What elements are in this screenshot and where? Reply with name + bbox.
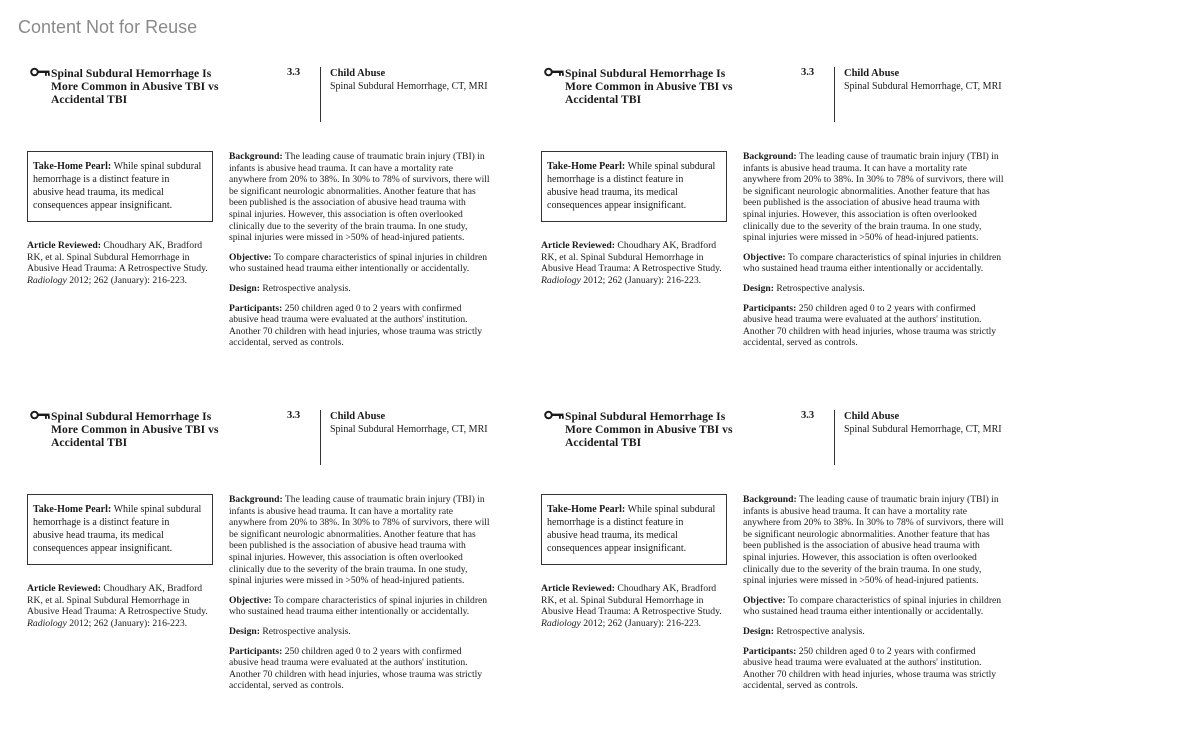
- objective-paragraph: [743, 595, 1005, 618]
- pearl-label: Take-Home Pearl:: [33, 161, 112, 172]
- article-journal: Radiology: [27, 274, 67, 286]
- design-text: Retrospective analysis.: [776, 282, 865, 294]
- objective-paragraph: [229, 252, 491, 275]
- article-reviewed: [541, 240, 727, 286]
- summary-card: [27, 67, 507, 377]
- article-journal: Radiology: [541, 274, 581, 286]
- article-citation: 2012; 262 (January): 216-223.: [69, 617, 188, 629]
- article-text: Choudhary AK, Bradford RK, et al. Spinal Subdural Hemorrhage in Abusive Head Trauma: A Retrospective Study.: [27, 583, 208, 618]
- design-label: Design:: [743, 625, 774, 637]
- section-number: 3.3: [287, 67, 301, 78]
- category-block: [844, 67, 1024, 93]
- divider: [834, 67, 835, 122]
- take-home-pearl-box: [541, 494, 727, 565]
- category-keywords: Spinal Subdural Hemorrhage, CT, MRI: [330, 424, 488, 435]
- key-icon: [30, 67, 50, 77]
- card-body: [229, 151, 491, 357]
- card-title-text: Spinal Subdural Hemorrhage Is More Common in Abusive TBI vs Accidental TBI: [565, 410, 733, 449]
- background-label: Background:: [229, 151, 283, 162]
- card-title: [30, 67, 235, 106]
- participants-label: Participants:: [229, 645, 283, 657]
- article-label: Article Reviewed:: [541, 240, 615, 251]
- pearl-text: While spinal subdural hemorrhage is a distinct feature in abusive head trauma, its medical consequences appear insignificant.: [33, 504, 202, 554]
- divider: [320, 410, 321, 465]
- background-paragraph: [743, 151, 1005, 244]
- take-home-pearl-box: [541, 151, 727, 222]
- article-text: Choudhary AK, Bradford RK, et al. Spinal Subdural Hemorrhage in Abusive Head Trauma: A Retrospective Study.: [27, 240, 208, 275]
- background-paragraph: [743, 494, 1005, 587]
- card-body: [229, 494, 491, 700]
- design-label: Design:: [743, 282, 774, 294]
- background-text: The leading cause of traumatic brain injury (TBI) in infants is abusive head trauma. It can have a mortality rate anywhere from 20% to 38%. In 30% to 78% of survivors, there will be significant neurologic abnormalities. Another feature that has been published is the association of abusive head trauma with spinal injuries. However, this association is often overlooked clinically due to the severity of the brain trauma. In one study, spinal injuries were missed in >50% of head-injured patients.: [743, 151, 1004, 244]
- design-label: Design:: [229, 625, 260, 637]
- objective-text: To compare characteristics of spinal injuries in children who sustained head trauma either intentionally or accidentally.: [229, 251, 488, 275]
- background-label: Background:: [229, 494, 283, 505]
- pearl-label: Take-Home Pearl:: [33, 504, 112, 515]
- participants-paragraph: [743, 303, 1005, 349]
- participants-paragraph: [229, 646, 491, 692]
- category-keywords: Spinal Subdural Hemorrhage, CT, MRI: [844, 424, 1002, 435]
- design-paragraph: [743, 626, 1005, 638]
- section-number: 3.3: [801, 410, 815, 421]
- objective-paragraph: [743, 252, 1005, 275]
- key-icon: [30, 410, 50, 420]
- participants-text: 250 children aged 0 to 2 years with confirmed abusive head trauma were evaluated at the authors' institution. Another 70 children with head injuries, whose trauma was strictly accidental, served as controls.: [743, 302, 997, 349]
- key-icon: [544, 67, 564, 77]
- category-title: Child Abuse: [844, 411, 900, 422]
- article-journal: Radiology: [541, 617, 581, 629]
- card-title-text: Spinal Subdural Hemorrhage Is More Common in Abusive TBI vs Accidental TBI: [51, 410, 219, 449]
- design-paragraph: [743, 283, 1005, 295]
- design-text: Retrospective analysis.: [262, 625, 351, 637]
- card-title-text: Spinal Subdural Hemorrhage Is More Common in Abusive TBI vs Accidental TBI: [565, 67, 733, 106]
- section-number: 3.3: [287, 410, 301, 421]
- summary-card: [541, 67, 1021, 377]
- article-text: Choudhary AK, Bradford RK, et al. Spinal Subdural Hemorrhage in Abusive Head Trauma: A Retrospective Study.: [541, 583, 722, 618]
- participants-text: 250 children aged 0 to 2 years with confirmed abusive head trauma were evaluated at the authors' institution. Another 70 children with head injuries, whose trauma was strictly accidental, served as controls.: [229, 302, 483, 349]
- card-title: [544, 410, 749, 449]
- category-block: [330, 67, 510, 93]
- background-paragraph: [229, 494, 491, 587]
- article-label: Article Reviewed:: [27, 583, 101, 594]
- article-reviewed: [541, 583, 727, 629]
- objective-text: To compare characteristics of spinal injuries in children who sustained head trauma either intentionally or accidentally.: [743, 594, 1002, 618]
- card-body: [743, 494, 1005, 700]
- pearl-text: While spinal subdural hemorrhage is a distinct feature in abusive head trauma, its medical consequences appear insignificant.: [547, 504, 716, 554]
- article-citation: 2012; 262 (January): 216-223.: [583, 274, 702, 286]
- article-journal: Radiology: [27, 617, 67, 629]
- participants-paragraph: [229, 303, 491, 349]
- category-block: [844, 410, 1024, 436]
- article-reviewed: [27, 240, 213, 286]
- background-label: Background:: [743, 151, 797, 162]
- category-title: Child Abuse: [844, 68, 900, 79]
- category-keywords: Spinal Subdural Hemorrhage, CT, MRI: [844, 81, 1002, 92]
- pearl-label: Take-Home Pearl:: [547, 161, 626, 172]
- participants-paragraph: [743, 646, 1005, 692]
- participants-text: 250 children aged 0 to 2 years with confirmed abusive head trauma were evaluated at the authors' institution. Another 70 children with head injuries, whose trauma was strictly accidental, served as controls.: [229, 645, 483, 692]
- article-text: Choudhary AK, Bradford RK, et al. Spinal Subdural Hemorrhage in Abusive Head Trauma: A Retrospective Study.: [541, 240, 722, 275]
- design-paragraph: [229, 626, 491, 638]
- participants-label: Participants:: [229, 302, 283, 314]
- design-label: Design:: [229, 282, 260, 294]
- objective-text: To compare characteristics of spinal injuries in children who sustained head trauma either intentionally or accidentally.: [229, 594, 488, 618]
- category-keywords: Spinal Subdural Hemorrhage, CT, MRI: [330, 81, 488, 92]
- objective-paragraph: [229, 595, 491, 618]
- pearl-text: While spinal subdural hemorrhage is a distinct feature in abusive head trauma, its medical consequences appear insignificant.: [33, 161, 202, 211]
- take-home-pearl-box: [27, 494, 213, 565]
- article-reviewed: [27, 583, 213, 629]
- article-label: Article Reviewed:: [541, 583, 615, 594]
- objective-label: Objective:: [743, 251, 786, 263]
- take-home-pearl-box: [27, 151, 213, 222]
- design-paragraph: [229, 283, 491, 295]
- objective-text: To compare characteristics of spinal injuries in children who sustained head trauma either intentionally or accidentally.: [743, 251, 1002, 275]
- section-number: 3.3: [801, 67, 815, 78]
- divider: [320, 67, 321, 122]
- background-text: The leading cause of traumatic brain injury (TBI) in infants is abusive head trauma. It can have a mortality rate anywhere from 20% to 38%. In 30% to 78% of survivors, there will be significant neurologic abnormalities. Another feature that has been published is the association of abusive head trauma with spinal injuries. However, this association is often overlooked clinically due to the severity of the brain trauma. In one study, spinal injuries were missed in >50% of head-injured patients.: [743, 494, 1004, 587]
- participants-label: Participants:: [743, 645, 797, 657]
- summary-card: [541, 410, 1021, 720]
- article-citation: 2012; 262 (January): 216-223.: [69, 274, 188, 286]
- background-text: The leading cause of traumatic brain injury (TBI) in infants is abusive head trauma. It can have a mortality rate anywhere from 20% to 38%. In 30% to 78% of survivors, there will be significant neurologic abnormalities. Another feature that has been published is the association of abusive head trauma with spinal injuries. However, this association is often overlooked clinically due to the severity of the brain trauma. In one study, spinal injuries were missed in >50% of head-injured patients.: [229, 494, 490, 587]
- category-block: [330, 410, 510, 436]
- objective-label: Objective:: [743, 594, 786, 606]
- divider: [834, 410, 835, 465]
- design-text: Retrospective analysis.: [776, 625, 865, 637]
- participants-label: Participants:: [743, 302, 797, 314]
- objective-label: Objective:: [229, 251, 272, 263]
- background-label: Background:: [743, 494, 797, 505]
- card-title: [30, 410, 235, 449]
- article-label: Article Reviewed:: [27, 240, 101, 251]
- category-title: Child Abuse: [330, 68, 386, 79]
- pearl-label: Take-Home Pearl:: [547, 504, 626, 515]
- watermark: Content Not for Reuse: [18, 17, 198, 37]
- key-icon: [544, 410, 564, 420]
- objective-label: Objective:: [229, 594, 272, 606]
- card-title-text: Spinal Subdural Hemorrhage Is More Common in Abusive TBI vs Accidental TBI: [51, 67, 219, 106]
- participants-text: 250 children aged 0 to 2 years with confirmed abusive head trauma were evaluated at the authors' institution. Another 70 children with head injuries, whose trauma was strictly accidental, served as controls.: [743, 645, 997, 692]
- background-paragraph: [229, 151, 491, 244]
- background-text: The leading cause of traumatic brain injury (TBI) in infants is abusive head trauma. It can have a mortality rate anywhere from 20% to 38%. In 30% to 78% of survivors, there will be significant neurologic abnormalities. Another feature that has been published is the association of abusive head trauma with spinal injuries. However, this association is often overlooked clinically due to the severity of the brain trauma. In one study, spinal injuries were missed in >50% of head-injured patients.: [229, 151, 490, 244]
- card-title: [544, 67, 749, 106]
- category-title: Child Abuse: [330, 411, 386, 422]
- card-body: [743, 151, 1005, 357]
- summary-card: [27, 410, 507, 720]
- article-citation: 2012; 262 (January): 216-223.: [583, 617, 702, 629]
- pearl-text: While spinal subdural hemorrhage is a distinct feature in abusive head trauma, its medical consequences appear insignificant.: [547, 161, 716, 211]
- design-text: Retrospective analysis.: [262, 282, 351, 294]
